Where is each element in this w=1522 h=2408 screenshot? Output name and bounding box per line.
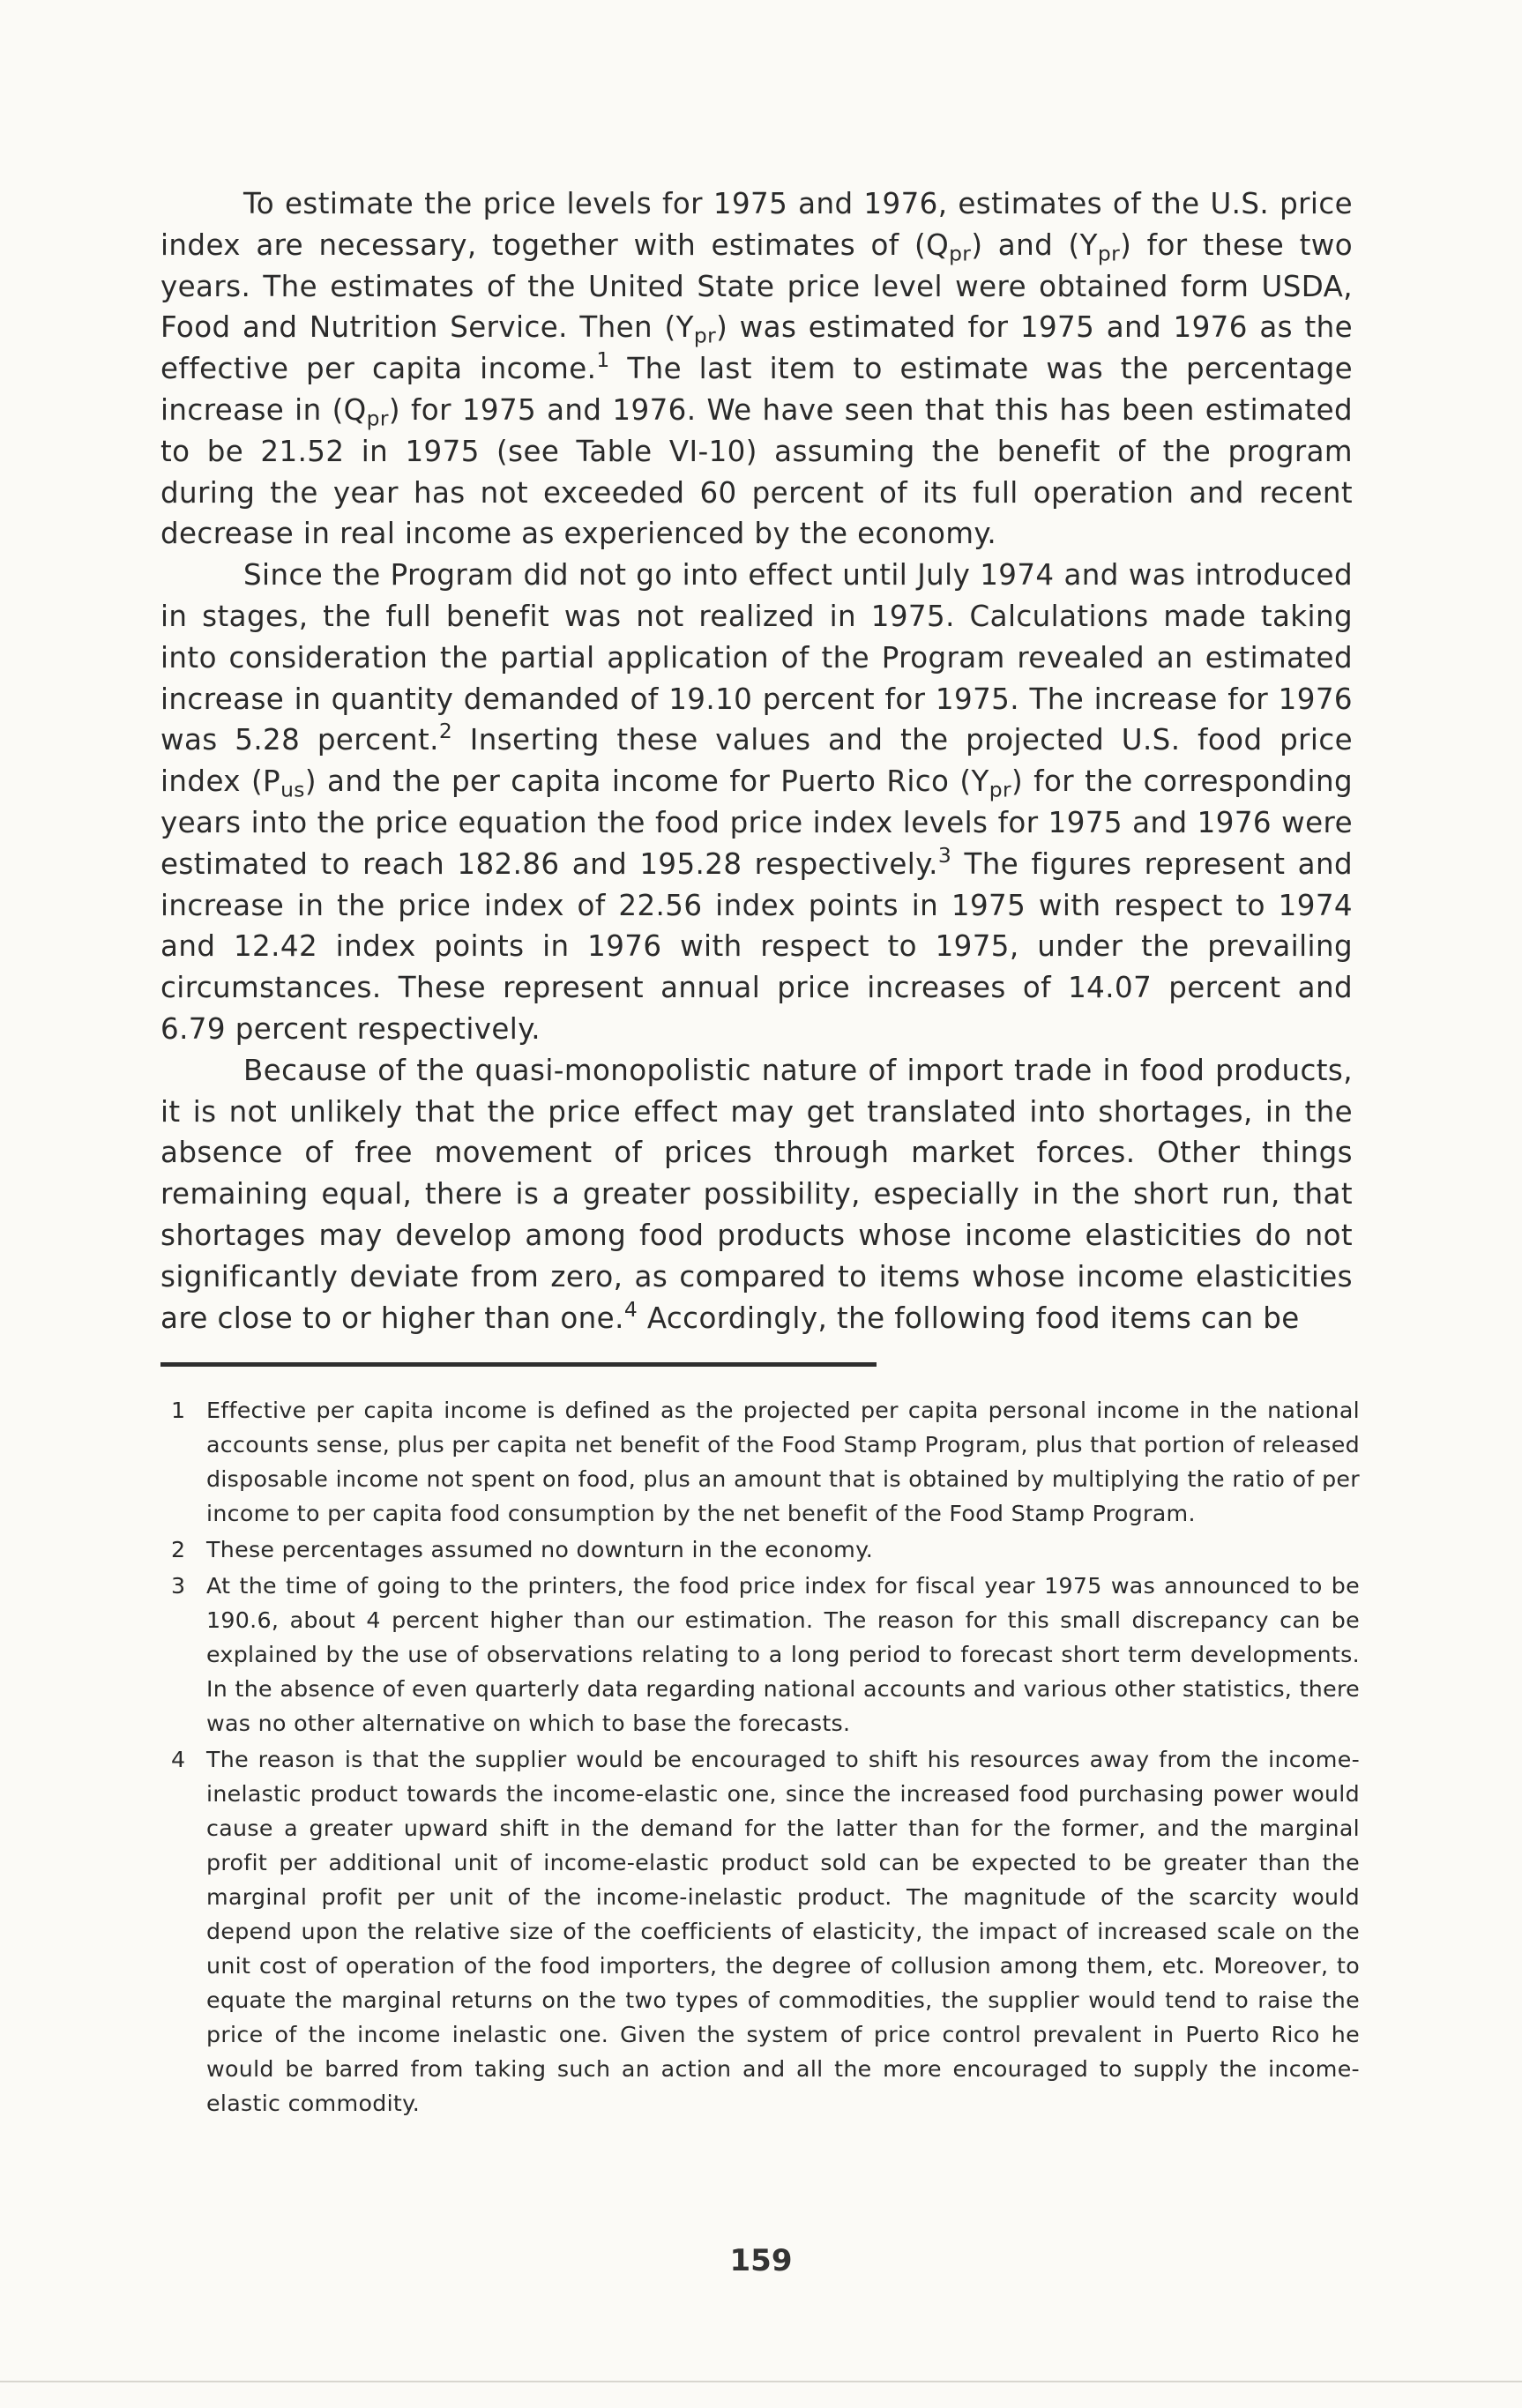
footnote-3	[160, 1569, 1360, 1741]
footnote-number: 2	[171, 1537, 186, 1562]
footnote-ref-2: 2	[438, 719, 453, 744]
footnote-ref-1: 1	[596, 347, 610, 373]
footnote-ref-3: 3	[937, 842, 952, 868]
footnote-divider	[160, 1362, 877, 1367]
footnote-text: Effective per capita income is defined as the projected per capita personal income in the national accounts sense, plus per capita net benefit of the Food Stamp Program, plus that portion of released disposable income not spent on food, plus an amount that is obtained by multiplying the ratio of per income to per capita food consumption by the net benefit of the Food Stamp Program.	[206, 1398, 1360, 1526]
paragraph-2: Since the Program did not go into effect until July 1974 and was introduced in stages, the full benefit was not realized in 1975. Calculations made taking into consideration the partial application of the Program revealed an estimated increase in quantity demanded of 19.10 percent for 1975. The increase for 1976 was 5.28 percent.$^2$ Inserting these values and the projected U.S. food price index $(P_{us})$ and the per capita income for Puerto Rico $(Y_{pr})$ for the corresponding years into the price equation the food price index levels for 1975 and 1976 were estimated to reach 182.86 and 195.28 respectively.$^3$ The figures represent and increase in the price index of 22.56 index points in 1975 with respect to 1974 and 12.42 index points in 1976 with respect to 1975, under the prevailing circumstances. These represent annual price increases of 14.07 percent and 6.79 percent respectively.	[160, 558, 1354, 1046]
footnote-text: At the time of going to the printers, the food price index for fiscal year 1975 was announced to be 190.6, about 4 percent higher than our estimation. The reason for this small discrepancy can be explained by the use of observations relating to a long period to forecast short term developments. In the absence of even quarterly data regarding national accounts and various other statistics, there was no other alternative on which to base the forecasts.	[206, 1573, 1360, 1736]
paragraph-3: Because of the quasi-monopolistic nature of import trade in food products, it is not unlikely that the price effect may get translated into shortages, in the absence of free movement of prices through market forces. Other things remaining equal, there is a greater possibility, especially in the short run, that shortages may develop among food products whose income elasticities do not significantly deviate from zero, as compared to items whose income elasticities are close to or higher than one.$^4$ Accordingly, the following food items can be	[160, 1053, 1353, 1335]
footnote-text: The reason is that the supplier would be encouraged to shift his resources away from the income-inelastic product towards the income-elastic one, since the increased food purchasing power would cause a greater upward shift in the demand for the latter than for the former, and the marginal profit per additional unit of income-elastic product sold can be expected to be greater than the marginal profit per unit of the income-inelastic product. The magnitude of the scarcity would depend upon the relative size of the coefficients of elasticity, the impact of increased scale on the unit cost of operation of the food importers, the degree of collusion among them, etc. Moreover, to equate the marginal returns on the two types of commodities, the supplier would tend to raise the price of the income inelastic one. Given the system of price control prevalent in Puerto Rico he would be barred from taking such an action and all the more encouraged to supply the income-elastic commodity.	[206, 1747, 1360, 2116]
footnote-4	[160, 1742, 1360, 2121]
page-number: 159	[729, 2243, 793, 2278]
footnote-number: 3	[171, 1573, 186, 1599]
footnote-ref-4: 4	[623, 1296, 638, 1322]
paragraph-1: To estimate the price levels for 1975 and 1976, estimates of the U.S. price index are necessary, together with estimates of $(Q_{pr})$ and $(Y_{pr})$ for these two years. The estimates of the United State price level were obtained form USDA, Food and Nutrition Service. Then $(Y_{pr})$ was estimated for 1975 and 1976 as the effective per capita income.$^1$ The last item to estimate was the percentage increase in $(Q_{pr})$ for 1975 and 1976. We have seen that this has been estimated to be 21.52 in 1975 (see Table VI-10) assuming the benefit of the program during the year has not exceeded 60 percent of its full operation and recent decrease in real income as experienced by the economy.	[160, 187, 1354, 551]
page-bottom-edge	[0, 2381, 1522, 2382]
footnote-2	[160, 1532, 1360, 1567]
footnote-number: 1	[171, 1398, 186, 1423]
footnotes	[160, 1393, 1360, 2122]
footnote-1	[160, 1393, 1360, 1531]
footnote-text: These percentages assumed no downturn in the economy.	[206, 1537, 874, 1562]
footnote-number: 4	[171, 1747, 186, 1772]
main-text	[160, 183, 1353, 1338]
